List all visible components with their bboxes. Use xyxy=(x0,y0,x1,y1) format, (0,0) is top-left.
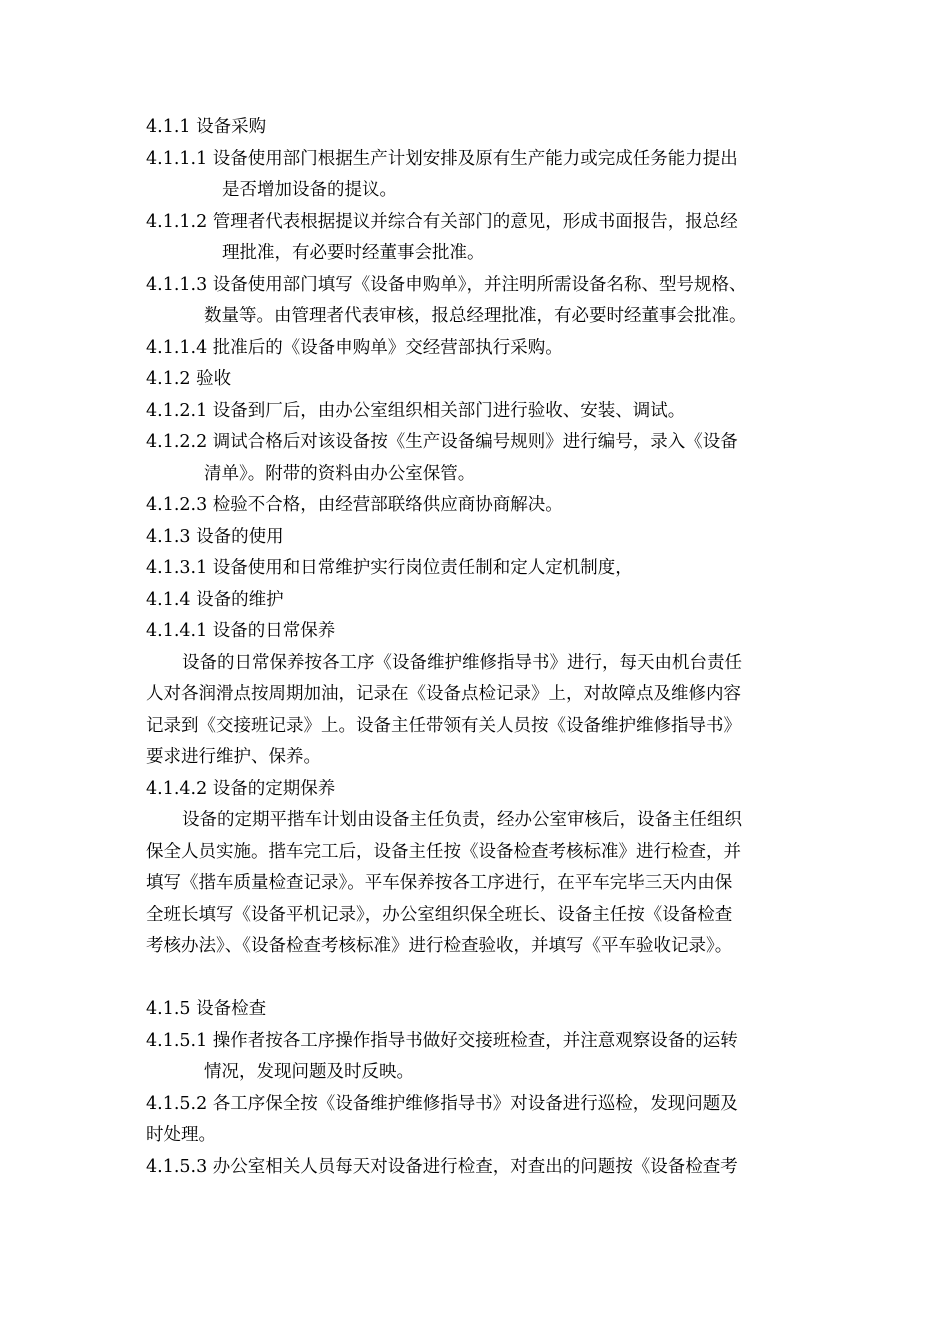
line-4-1-2: 4.1.2 验收 xyxy=(146,369,232,389)
document-body xyxy=(146,112,870,1183)
line-4-1-1-2: 4.1.1.2 管理者代表根据提议并综合有关部门的意见，形成书面报告，报总经 xyxy=(146,211,738,232)
line-4-1-4: 4.1.4 设备的维护 xyxy=(146,589,284,610)
line-4-1-4-2: 4.1.4.2 设备的定期保养 xyxy=(146,778,336,799)
line-4-1-1-3-cont: 数量等。由管理者代表审核，报总经理批准，有必要时经董事会批准。 xyxy=(204,306,747,326)
line-4-1-1-3: 4.1.1.3 设备使用部门填写《设备申购单》，并注明所需设备名称、型号规格、 xyxy=(146,274,747,295)
line-4-1-2-1: 4.1.2.1 设备到厂后，由办公室组织相关部门进行验收、安装、调试。 xyxy=(146,400,686,421)
line-4-1-5-1: 4.1.5.1 操作者按各工序操作指导书做好交接班检查，并注意观察设备的运转 xyxy=(146,1030,738,1051)
paragraph-daily-maintenance-line-4: 要求进行维护、保养。 xyxy=(146,747,321,767)
line-4-1-2-3: 4.1.2.3 检验不合格，由经营部联络供应商协商解决。 xyxy=(146,495,563,515)
line-4-1-1-1-cont: 是否增加设备的提议。 xyxy=(222,180,397,200)
paragraph-periodic-maintenance-line-2: 保全人员实施。揩车完工后，设备主任按《设备检查考核标准》进行检查，并 xyxy=(146,841,741,862)
paragraph-periodic-maintenance-line-4: 全班长填写《设备平机记录》，办公室组织保全班长、设备主任按《设备检查 xyxy=(146,904,733,925)
line-4-1-3: 4.1.3 设备的使用 xyxy=(146,526,284,547)
line-4-1-1: 4.1.1 设备采购 xyxy=(146,117,267,137)
line-4-1-5: 4.1.5 设备检查 xyxy=(146,999,267,1019)
line-4-1-3-1: 4.1.3.1 设备使用和日常维护实行岗位责任制和定人定机制度， xyxy=(146,558,633,578)
line-4-1-4-1: 4.1.4.1 设备的日常保养 xyxy=(146,621,336,641)
paragraph-periodic-maintenance-line-1: 设备的定期平揩车计划由设备主任负责，经办公室审核后，设备主任组织 xyxy=(182,810,742,830)
paragraph-daily-maintenance-line-3: 记录到《交接班记录》上。设备主任带领有关人员按《设备维护维修指导书》 xyxy=(146,715,741,736)
line-4-1-2-2: 4.1.2.2 调试合格后对该设备按《生产设备编号规则》进行编号，录入《设备 xyxy=(146,432,738,452)
paragraph-daily-maintenance-line-2: 人对各润滑点按周期加油，记录在《设备点检记录》上，对故障点及维修内容 xyxy=(146,684,741,704)
line-4-1-5-3: 4.1.5.3 办公室相关人员每天对设备进行检查，对查出的问题按《设备检查考 xyxy=(146,1156,738,1177)
paragraph-daily-maintenance-line-1: 设备的日常保养按各工序《设备维护维修指导书》进行，每天由机台责任 xyxy=(182,652,742,673)
paragraph-periodic-maintenance-line-3: 填写《揩车质量检查记录》。平车保养按各工序进行，在平车完毕三天内由保 xyxy=(146,873,733,893)
line-4-1-2-2-cont: 清单》。附带的资料由办公室保管。 xyxy=(204,463,476,484)
paragraph-periodic-maintenance-line-5: 考核办法》、《设备检查考核标准》进行检查验收，并填写《平车验收记录》。 xyxy=(146,936,733,956)
line-4-1-5-2: 4.1.5.2 各工序保全按《设备维护维修指导书》对设备进行巡检，发现问题及 xyxy=(146,1093,738,1114)
line-4-1-1-2-cont: 理批准，有必要时经董事会批准。 xyxy=(222,243,485,263)
line-4-1-1-1: 4.1.1.1 设备使用部门根据生产计划安排及原有生产能力或完成任务能力提出 xyxy=(146,148,738,169)
blank-line xyxy=(146,963,870,995)
line-4-1-1-4: 4.1.1.4 批准后的《设备申购单》交经营部执行采购。 xyxy=(146,337,563,358)
line-4-1-5-2-cont: 时处理。 xyxy=(146,1125,216,1145)
line-4-1-5-1-cont: 情况，发现问题及时反映。 xyxy=(204,1062,414,1082)
